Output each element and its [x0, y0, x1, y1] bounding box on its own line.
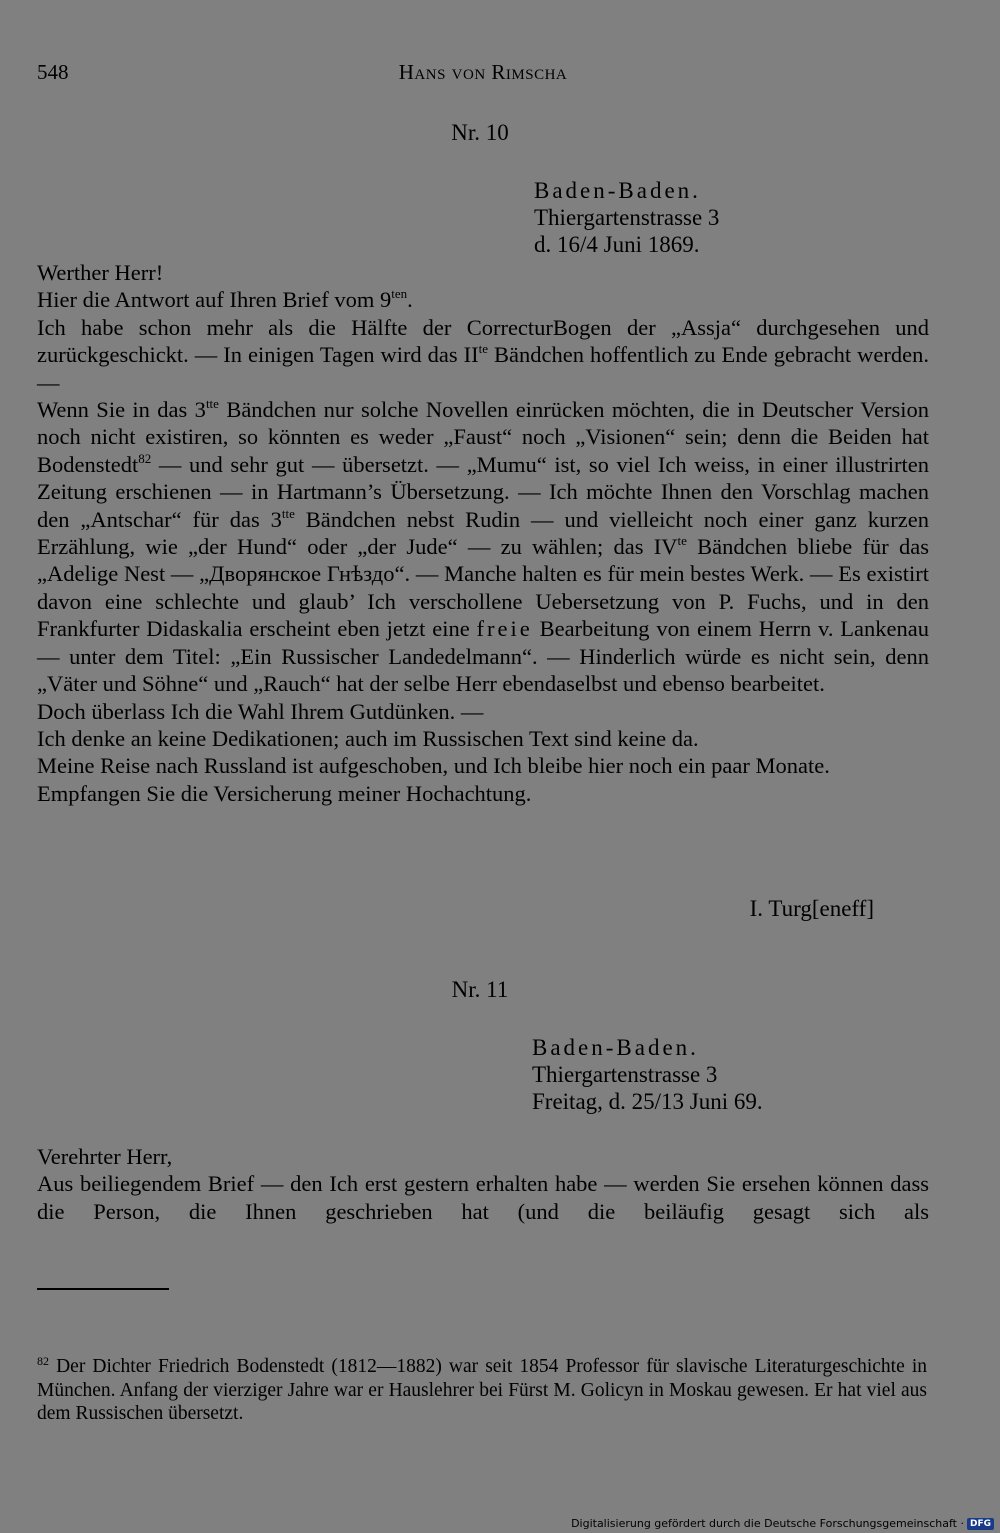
- letter-11-street: Thiergartenstrasse 3: [532, 1062, 718, 1087]
- letter-11-date: Freitag, d. 25/13 Juni 69.: [532, 1089, 763, 1114]
- letter-10-paragraph-7: Empfangen Sie die Versicherung meiner Hochachtung.: [37, 780, 532, 806]
- letter-11-number: Nr. 11: [451, 977, 509, 1002]
- letter-10-paragraph-3: Wenn Sie in das $3^{tte}$ Bändchen nur solche Novellen einrücken möchten, die in Deutscher Version noch nicht existiren, so könnten es weder „Faust“ noch „Visionen“ sein; denn die Beiden hat Bodenstedt$^{82}$ — und sehr gut — übersetzt. — „Mumu“ ist, so viel Ich weiss, in einer illustrirten Zeitung erschienen — in Hartmann’s Übersetzung. — Ich möchte Ihnen den Vorschlag machen den „Antschar“ für das $3^{tte}$ Bändchen nebst Rudin — und vielleicht noch einer ganz kurzen Erzählung, wie „der Hund“ oder „der Jude“ — zu wählen; das $IV^{te}$ Bändchen bliebe für das „Adelige Nest — „Дворянское Гнѣздо“. — Manche halten es für mein bestes Werk. — Es existirt davon eine schlechte und glaub’ Ich verschollene Uebersetzung von P. Fuchs, und in den Frankfurter Didaskalia erscheint eben jetzt eine freie Bearbeitung von einem Herrn v. Lankenau — unter dem Titel: „Ein Russischer Landedelmann“. — Hinderlich würde es nicht sein, denn „Väter und Söhne“ und „Rauch“ hat der selbe Herr ebendaselbst und ebenso bearbeitet.: [37, 396, 929, 697]
- digitization-credit: [571, 1517, 994, 1530]
- letter-11-city: Baden-Baden.: [532, 1035, 699, 1060]
- letter-11-body: [37, 1143, 929, 1225]
- letter-11-salutation: Verehrter Herr,: [37, 1144, 173, 1169]
- letter-10-signature: I. Turg[eneff]: [749, 896, 874, 921]
- letter-10-number: Nr. 10: [451, 120, 509, 145]
- running-title: Hans von Rimscha: [398, 60, 568, 84]
- letter-10-address: [534, 177, 719, 258]
- footnote-mark: 82: [37, 1354, 49, 1368]
- letter-10-salutation: Werther Herr!: [37, 260, 164, 285]
- letter-11-address: [532, 1034, 763, 1115]
- footnote-text: Der Dichter Friedrich Bodenstedt (1812—1882) war seit 1854 Professor für slavische Literaturgeschichte in München. Anfang der vierziger Jahre war er Hauslehrer bei Fürst M. Golicyn in Moskau gewesen. Er hat viel aus dem Russischen übersetzt.: [37, 1356, 927, 1424]
- footnote-rule: [37, 1288, 169, 1290]
- letter-10-date: d. 16/4 Juni 1869.: [534, 232, 700, 257]
- letter-11-paragraph-1: Aus beiliegendem Brief — den Ich erst gestern erhalten habe — werden Sie ersehen können dass die Person, die Ihnen geschrieben hat (und die beiläufig gesagt sich als: [37, 1171, 929, 1224]
- credit-text: Digitalisierung gefördert durch die Deutsche Forschungsgemeinschaft ·: [571, 1517, 964, 1530]
- letter-10-paragraph-1: Hier die Antwort auf Ihren Brief vom $9^{ten}$.: [37, 286, 413, 313]
- page-header: [37, 60, 929, 90]
- letter-10-street: Thiergartenstrasse 3: [534, 205, 720, 230]
- letter-10-paragraph-5: Ich denke an keine Dedikationen; auch im Russischen Text sind keine da.: [37, 725, 699, 751]
- page-number: 548: [37, 60, 69, 84]
- letter-10-body: [37, 259, 929, 807]
- dfg-logo: DFG: [967, 1518, 994, 1530]
- letter-10-paragraph-2: Ich habe schon mehr als die Hälfte der CorrecturBogen der „Assja“ durchgesehen und zurückgeschickt. — In einigen Tagen wird das $II^{te}$ Bändchen hoffentlich zu Ende gebracht werden. —: [37, 314, 929, 395]
- footnote-82: [37, 1355, 927, 1426]
- footnote-ref-82: 82: [138, 450, 152, 466]
- letter-10-paragraph-6: Meine Reise nach Russland ist aufgeschoben, und Ich bleibe hier noch ein paar Monate.: [37, 753, 830, 779]
- letter-10-paragraph-4: Doch überlass Ich die Wahl Ihrem Gutdünken. —: [37, 698, 484, 724]
- letter-10-city: Baden-Baden.: [534, 178, 701, 203]
